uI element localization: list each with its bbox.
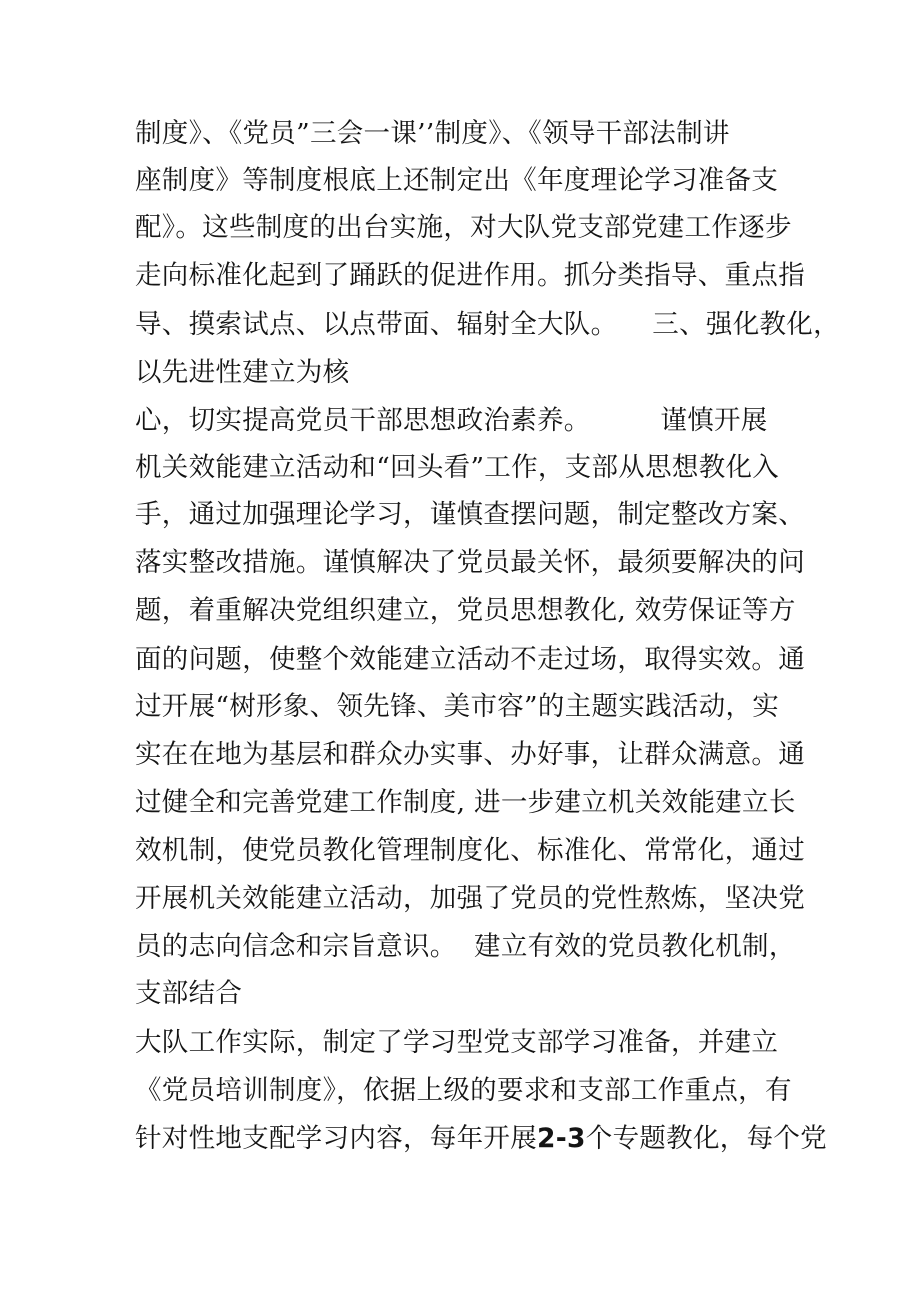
body-text-line: 以先进性建立为核 bbox=[135, 357, 350, 388]
text-segment: 针对性地支配学习内容，每年开展 bbox=[135, 1123, 537, 1154]
body-text-line: 《党员培训制度》，依据上级的要求和支部工作重点，有 bbox=[135, 1075, 792, 1106]
body-text-line: 走向标准化起到了踊跃的促进作用。抓分类指导、重点指 bbox=[135, 260, 805, 291]
body-text-line: 效机制，使党员教化管理制度化、标准化、常常化，通过 bbox=[135, 835, 805, 866]
body-text-line: 支部结合 bbox=[135, 978, 243, 1009]
body-text-line: 大队工作实际，制定了学习型党支部学习准备，并建立 bbox=[135, 1027, 779, 1058]
body-text-line: 手，通过加强理论学习，谨慎查摆问题，制定整改方案、 bbox=[135, 499, 805, 530]
text-segment: 个专题教化，每个党 bbox=[585, 1123, 827, 1154]
number-text: 2-3 bbox=[537, 1123, 586, 1154]
body-text-line: 面的问题，使整个效能建立活动不走过场，取得实效。通 bbox=[135, 644, 805, 675]
body-text-line: 座制度》等制度根底上还制定出《年度理论学习准备支 bbox=[135, 165, 779, 196]
body-text-line: 心，切实提高党员干部思想政治素养。 谨慎开展 bbox=[135, 405, 768, 436]
body-text-line: 落实整改措施。谨慎解决了党员最关怀，最须要解决的问 bbox=[135, 547, 805, 578]
body-text-line-last bbox=[135, 1122, 827, 1156]
body-text-line: 制度》、《党员”三会一课’’制度》、《领导干部法制讲 bbox=[135, 118, 730, 149]
body-text-line: 过开展“树形象、领先锋、美市容”的主题实践活动，实 bbox=[135, 691, 780, 722]
body-text-line: 题，着重解决党组织建立，党员思想教化, 效劳保证等方 bbox=[135, 595, 796, 626]
body-text-line: 配》。这些制度的出台实施，对大队党支部党建工作逐步 bbox=[135, 212, 792, 243]
body-text-line: 开展机关效能建立活动，加强了党员的党性熬炼，坚决党 bbox=[135, 883, 805, 914]
body-text-line: 员的志向信念和宗旨意识。 建立有效的党员教化机制， bbox=[135, 931, 796, 962]
body-text-line: 机关效能建立活动和“回头看”工作，支部从思想教化入 bbox=[135, 452, 780, 483]
body-text-line: 实在在地为基层和群众办实事、办好事，让群众满意。通 bbox=[135, 739, 805, 770]
body-text-line: 过健全和完善党建工作制度, 进一步建立机关效能建立长 bbox=[135, 787, 796, 818]
body-text-line: 导、摸索试点、以点带面、辐射全大队。 三、强化教化， bbox=[135, 309, 840, 340]
